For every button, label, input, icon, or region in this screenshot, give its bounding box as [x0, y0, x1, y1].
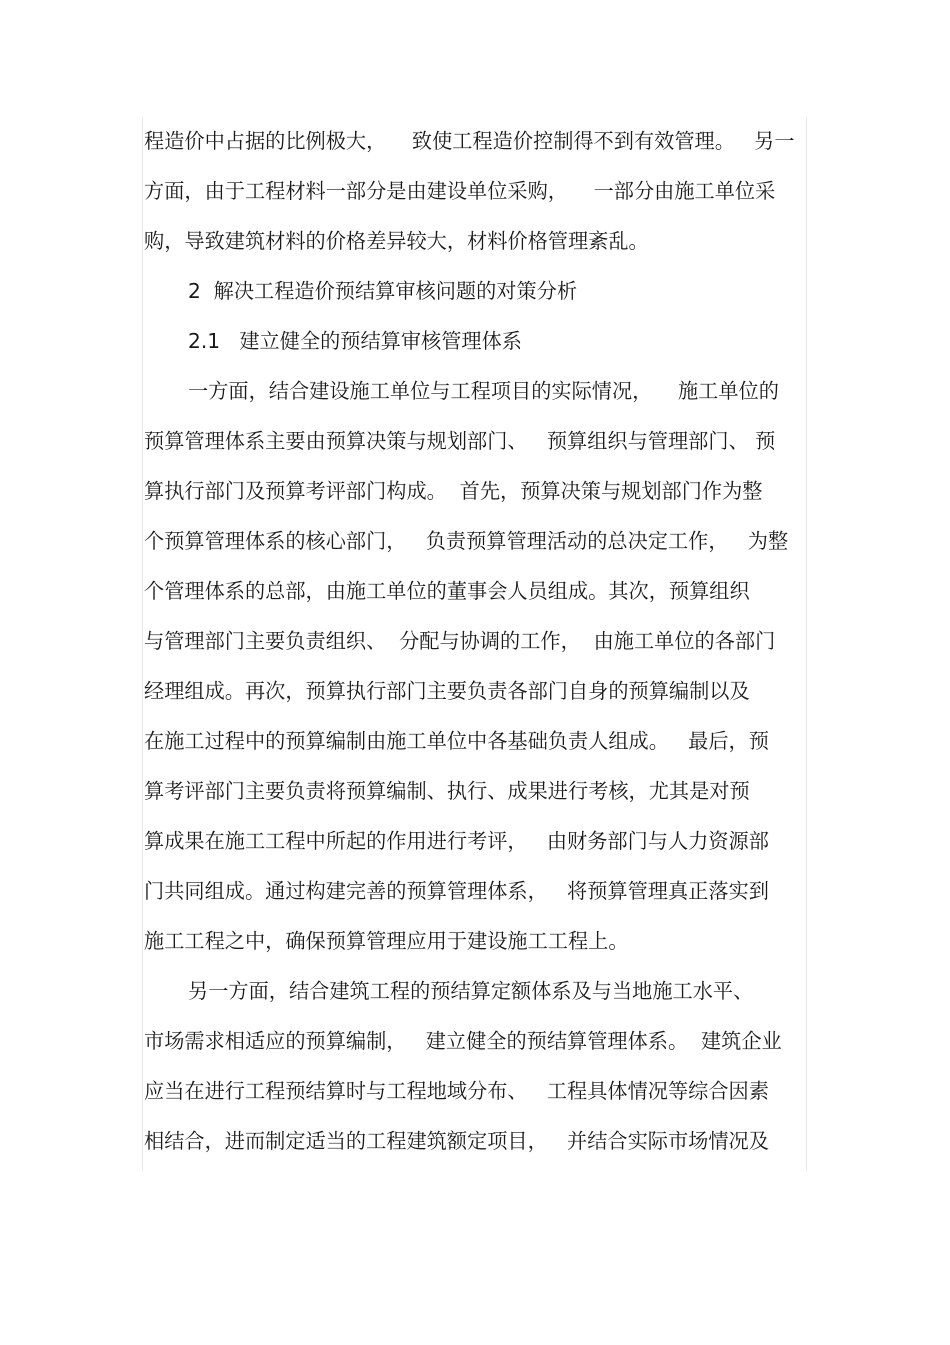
text-line: 市场需求相适应的预算编制， 建立健全的预结算管理体系。 建筑企业 — [144, 1029, 782, 1053]
subsection-heading: 2.1 建立健全的预结算审核管理体系 — [188, 329, 522, 353]
text-line: 算成果在施工工程中所起的作用进行考评， 由财务部门与人力资源部 — [144, 829, 769, 853]
document-body — [144, 116, 806, 1166]
text-line: 相结合，进而制定适当的工程建筑额定项目， 并结合实际市场情况及 — [144, 1129, 769, 1153]
text-line: 算考评部门主要负责将预算编制、执行、成果进行考核，尤其是对预 — [144, 779, 750, 803]
text-line: 算执行部门及预算考评部门构成。 首先，预算决策与规划部门作为整 — [144, 479, 763, 503]
text-line: 程造价中占据的比例极大， 致使工程造价控制得不到有效管理。 另一 — [144, 129, 795, 153]
text-line: 个预算管理体系的核心部门， 负责预算管理活动的总决定工作， 为整 — [144, 529, 789, 553]
text-line: 经理组成。再次，预算执行部门主要负责各部门自身的预算编制以及 — [144, 679, 750, 703]
text-line: 个管理体系的总部，由施工单位的董事会人员组成。其次，预算组织 — [144, 579, 750, 603]
text-line: 门共同组成。通过构建完善的预算管理体系， 将预算管理真正落实到 — [144, 879, 769, 903]
text-line: 另一方面，结合建筑工程的预结算定额体系及与当地施工水平、 — [188, 979, 754, 1003]
text-line: 与管理部门主要负责组织、 分配与协调的工作， 由施工单位的各部门 — [144, 629, 776, 653]
text-line: 在施工过程中的预算编制由施工单位中各基础负责人组成。 最后，预 — [144, 729, 769, 753]
text-line: 预算管理体系主要由预算决策与规划部门、 预算组织与管理部门、 预 — [144, 429, 776, 453]
text-line: 购，导致建筑材料的价格差异较大，材料价格管理紊乱。 — [144, 229, 649, 253]
text-line: 方面，由于工程材料一部分是由建设单位采购， 一部分由施工单位采 — [144, 179, 776, 203]
text-line: 施工工程之中，确保预算管理应用于建设施工工程上。 — [144, 929, 629, 953]
section-heading: 2 解决工程造价预结算审核问题的对策分析 — [188, 279, 578, 303]
text-line: 一方面，结合建设施工单位与工程项目的实际情况， 施工单位的 — [188, 379, 779, 403]
text-line: 应当在进行工程预结算时与工程地域分布、 工程具体情况等综合因素 — [144, 1079, 769, 1103]
